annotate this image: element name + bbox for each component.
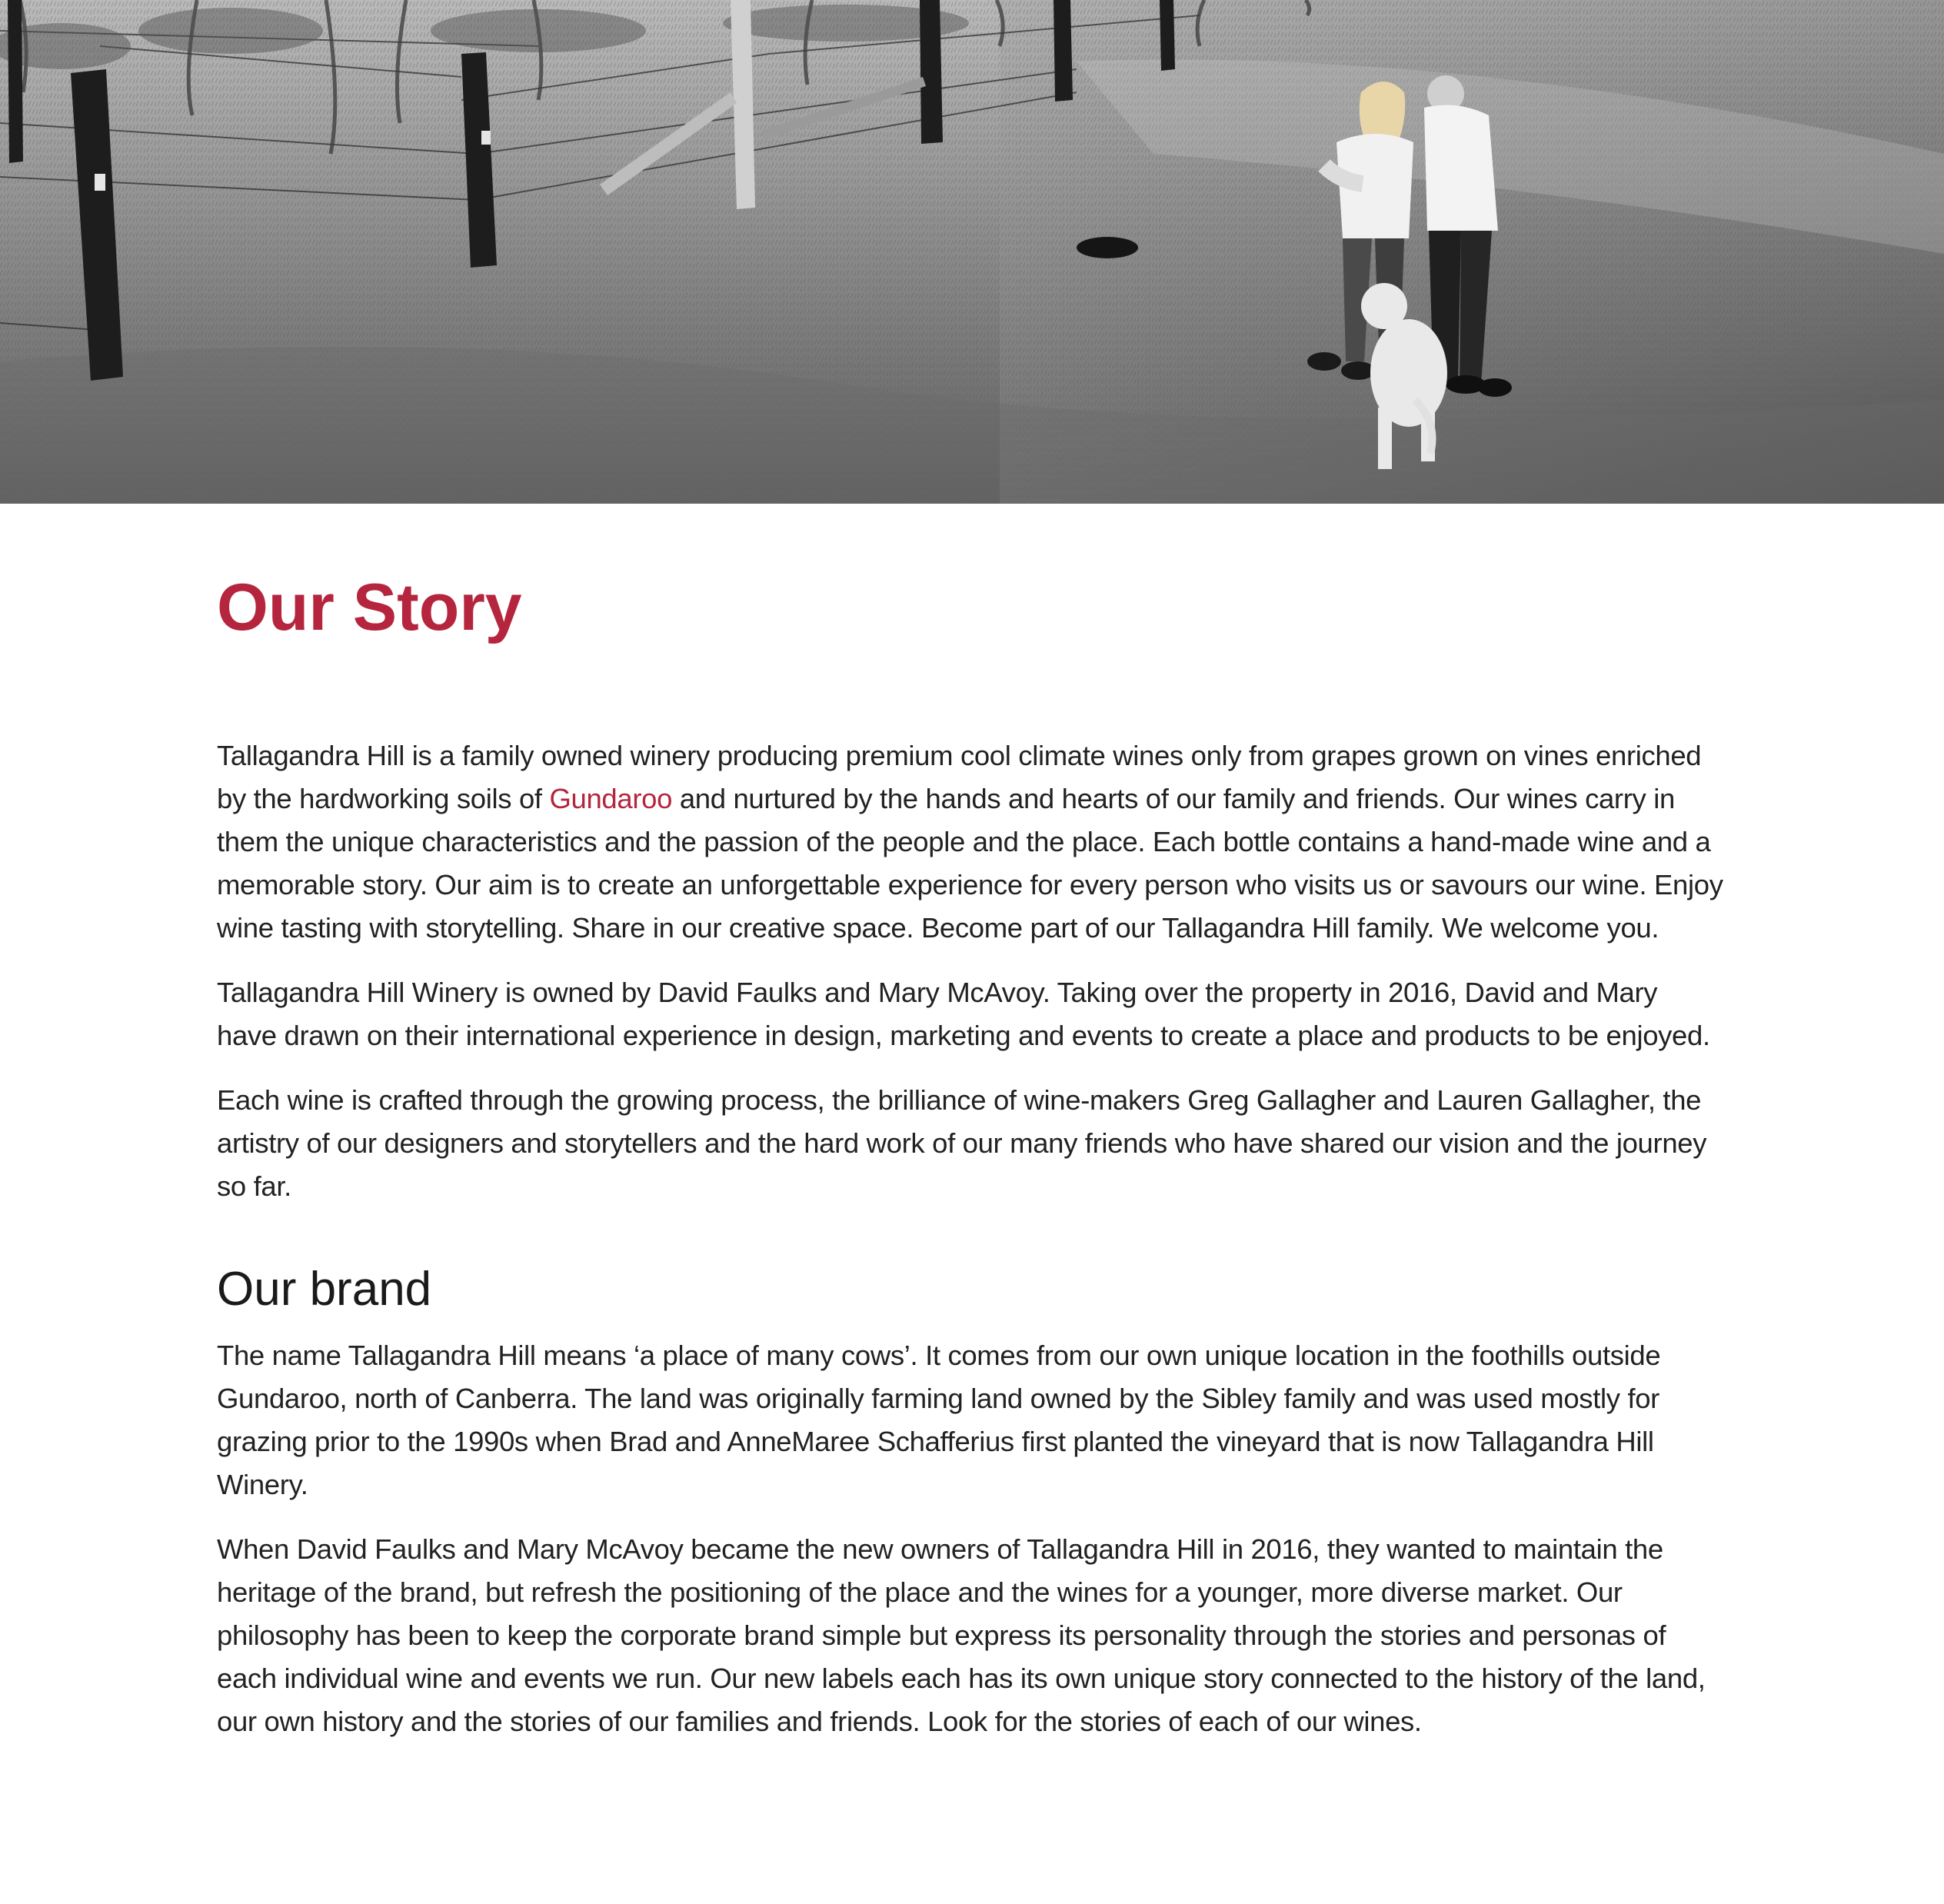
- page-title: Our Story: [217, 571, 522, 644]
- brand-paragraph-2: When David Faulks and Mary McAvoy became the new owners of Tallagandra Hill in 2016, they wanted to maintain the heritage of the brand, but refresh the positioning of the place and the wines for a younger, more diverse market. Our philosophy has been to keep the corporate brand simple but express its personality through the stories and personas of each individual wine and events we run. Our new labels each has its own unique story connected to the history of the land, our own history and the stories of our families and friends. Look for the stories of each of our wines.: [217, 1533, 1706, 1738]
- gundaroo-link[interactable]: Gundaroo: [549, 783, 673, 814]
- craft-paragraph: Each wine is crafted through the growing process, the brilliance of wine-makers Greg Gallagher and Lauren Gallagher, the artistry of our designers and storytellers and the hard work of our many friends who have shared our vision and the journey so far.: [217, 1084, 1707, 1202]
- intro-text-after: and nurtured by the hands and hearts of our family and friends. Our wines carry in them the unique characteristics and the passion of the people and the place. Each bottle contains a hand-made wine and a memorable story. Our aim is to create an unforgettable experience for every person who visits us or savours our wine. Enjoy wine tasting with storytelling. Share in our creative space. Become part of our Tallagandra Hill family. We welcome you.: [217, 783, 1723, 944]
- brand-heading: Our brand: [217, 1263, 432, 1316]
- vineyard-photo-icon: [0, 0, 1944, 504]
- intro-paragraph: [217, 734, 1724, 950]
- brand-paragraph-1: The name Tallagandra Hill means ‘a place of many cows’. It comes from our own unique location in the foothills outside Gundaroo, north of Canberra. The land was originally farming land owned by the Sibley family and was used mostly for grazing prior to the 1990s when Brad and AnneMaree Schafferius first planted the vineyard that is now Tallagandra Hill Winery.: [217, 1340, 1661, 1501]
- intro-text-before: Tallagandra Hill is a family owned winery producing premium cool climate wines only from grapes grown on vines enriched by the hardworking soils of: [217, 740, 1702, 814]
- owners-paragraph: Tallagandra Hill Winery is owned by David Faulks and Mary McAvoy. Taking over the property in 2016, David and Mary have drawn on their international experience in design, marketing and events to create a place and products to be enjoyed.: [217, 977, 1710, 1051]
- hero-image: [0, 0, 1944, 504]
- story-body: [217, 734, 1724, 1765]
